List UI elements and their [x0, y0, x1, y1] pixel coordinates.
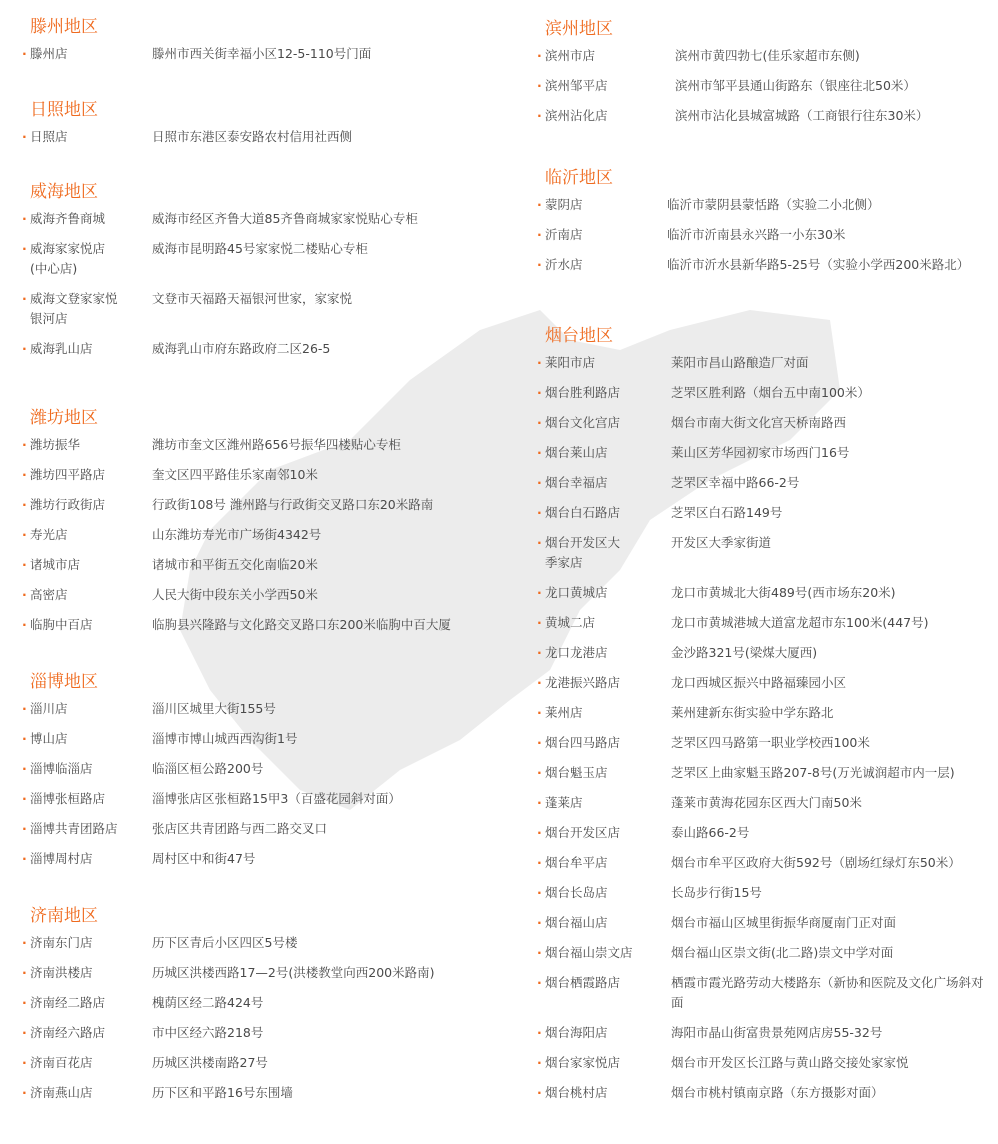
store-name: · 滨州市店 — [545, 48, 596, 63]
store-name: · 烟台文化宫店 — [545, 415, 621, 430]
store-address: 槐荫区经二路424号 — [152, 995, 264, 1010]
store-name: · 潍坊行政街店 — [30, 497, 106, 512]
store-address: 市中区经六路218号 — [152, 1025, 264, 1040]
store-address: 历城区洪楼西路17—2号(洪楼教堂向西200米路南) — [152, 965, 435, 980]
store-address: 海阳市晶山街富贵景苑网店房55-32号 — [671, 1025, 883, 1040]
store-item — [30, 339, 500, 369]
store-name: · 滕州店 — [30, 46, 68, 61]
store-item — [545, 643, 995, 673]
store-name: · 淄博张桓路店 — [30, 791, 106, 806]
store-address: 威海市昆明路45号家家悦二楼贴心专柜 — [152, 241, 368, 256]
store-name: · 烟台开发区大季家店 — [545, 535, 621, 570]
store-address: 莱山区芳华园初家市场西门16号 — [671, 445, 850, 460]
store-item — [30, 993, 500, 1023]
store-address: 临沂市沂南县永兴路一小东30米 — [667, 227, 846, 242]
region-title: 威海地区 — [30, 182, 98, 202]
store-item — [545, 913, 995, 943]
store-name: · 滨州邹平店 — [545, 78, 608, 93]
store-item — [30, 759, 500, 789]
store-address: 行政街108号 潍州路与行政街交叉路口东20米路南 — [152, 497, 434, 512]
store-name: · 烟台栖霞路店 — [545, 975, 621, 990]
store-name: · 威海乳山店 — [30, 341, 93, 356]
store-name: · 烟台白石路店 — [545, 505, 621, 520]
store-address: 历下区青后小区四区5号楼 — [152, 935, 298, 950]
store-item — [545, 703, 995, 733]
store-name: · 寿光店 — [30, 527, 68, 542]
store-item — [545, 225, 995, 255]
store-address: 威海乳山市府东路政府二区26-5 — [152, 341, 331, 356]
store-name: · 烟台胜利路店 — [545, 385, 621, 400]
store-name: · 烟台桃村店 — [545, 1085, 608, 1100]
store-address: 龙口西城区振兴中路福臻园小区 — [671, 675, 847, 690]
store-name: · 沂南店 — [545, 227, 583, 242]
store-name: · 莱州店 — [545, 705, 583, 720]
store-item — [545, 353, 995, 383]
store-address: 芝罘区四马路第一职业学校西100米 — [671, 735, 870, 750]
store-item — [545, 413, 995, 443]
store-item — [30, 127, 500, 157]
store-item — [30, 963, 500, 993]
store-name: · 烟台幸福店 — [545, 475, 608, 490]
store-item — [30, 209, 500, 239]
store-name: · 烟台家家悦店 — [545, 1055, 621, 1070]
store-item — [30, 819, 500, 849]
store-item — [30, 699, 500, 729]
store-name: · 烟台福山崇文店 — [545, 945, 633, 960]
store-item — [545, 823, 995, 853]
region-yantai — [545, 325, 995, 1113]
store-item — [545, 503, 995, 533]
store-item — [545, 255, 995, 285]
store-name: · 烟台牟平店 — [545, 855, 608, 870]
store-address: 芝罘区白石路149号 — [671, 505, 783, 520]
region-binzhou — [545, 18, 995, 136]
store-item — [30, 465, 500, 495]
store-address: 淄博张店区张桓路15甲3（百盛花园斜对面） — [152, 791, 401, 806]
store-item — [30, 435, 500, 465]
store-address: 金沙路321号(梁煤大厦西) — [671, 645, 818, 660]
store-name: · 黄城二店 — [545, 615, 596, 630]
store-name: · 威海文登家家悦银河店 — [30, 291, 118, 326]
store-address: 奎文区四平路佳乐家南邻10米 — [152, 467, 318, 482]
store-name: · 烟台长岛店 — [545, 885, 608, 900]
store-address: 龙口市黄城北大街489号(西市场东20米) — [671, 585, 896, 600]
store-item — [545, 673, 995, 703]
store-item — [30, 1083, 500, 1113]
store-address: 临淄区桓公路200号 — [152, 761, 264, 776]
store-name: · 济南经六路店 — [30, 1025, 106, 1040]
store-address: 滨州市黄四勃七(佳乐家超市东侧) — [675, 48, 860, 63]
store-address: 龙口市黄城港城大道富龙超市东100米(447号) — [671, 615, 929, 630]
store-item — [545, 883, 995, 913]
store-item — [545, 443, 995, 473]
store-address: 临沂市沂水县新华路5-25号（实验小学西200米路北） — [667, 257, 970, 272]
store-item — [545, 1083, 995, 1113]
store-name: · 淄博临淄店 — [30, 761, 93, 776]
store-item — [30, 239, 500, 289]
store-name: · 烟台开发区店 — [545, 825, 621, 840]
store-address: 蓬莱市黄海花园东区西大门南50米 — [671, 795, 862, 810]
store-address: 烟台市南大街文化宫天桥南路西 — [671, 415, 847, 430]
store-name: · 沂水店 — [545, 257, 583, 272]
store-address: 历下区和平路16号东围墙 — [152, 1085, 293, 1100]
store-name: · 龙口龙港店 — [545, 645, 608, 660]
store-item — [545, 943, 995, 973]
store-name: · 博山店 — [30, 731, 68, 746]
store-address: 泰山路66-2号 — [671, 825, 750, 840]
store-address: 潍坊市奎文区潍州路656号振华四楼贴心专柜 — [152, 437, 401, 452]
store-item — [30, 44, 500, 74]
store-item — [545, 973, 995, 1023]
store-item — [545, 533, 995, 583]
store-item — [545, 763, 995, 793]
store-name: · 日照店 — [30, 129, 68, 144]
store-address: 烟台市福山区城里街振华商厦南门正对面 — [671, 915, 897, 930]
store-address: 人民大街中段东关小学西50米 — [152, 587, 318, 602]
store-item — [545, 1023, 995, 1053]
store-item — [30, 495, 500, 525]
store-item — [30, 1053, 500, 1083]
region-title: 济南地区 — [30, 906, 98, 926]
store-address: 临沂市蒙阴县蒙恬路（实验二小北侧） — [667, 197, 880, 212]
store-name: · 威海家家悦店(中心店) — [30, 241, 106, 276]
store-name: · 淄川店 — [30, 701, 68, 716]
store-address: 日照市东港区泰安路农村信用社西侧 — [152, 129, 353, 144]
store-name: · 济南燕山店 — [30, 1085, 93, 1100]
store-item — [545, 733, 995, 763]
store-address: 芝罘区幸福中路66-2号 — [671, 475, 800, 490]
region-linyi — [545, 167, 995, 285]
store-name: · 烟台福山店 — [545, 915, 608, 930]
store-name: · 济南东门店 — [30, 935, 93, 950]
store-name: · 龙港振兴路店 — [545, 675, 621, 690]
store-name: · 烟台莱山店 — [545, 445, 608, 460]
store-name: · 诸城市店 — [30, 557, 81, 572]
store-address: 芝罘区胜利路（烟台五中南100米） — [671, 385, 870, 400]
store-address: 开发区大季家街道 — [671, 535, 772, 550]
store-address: 滕州市西关街幸福小区12-5-110号门面 — [152, 46, 372, 61]
store-address: 文登市天福路天福银河世家，家家悦 — [152, 291, 353, 306]
store-item — [30, 933, 500, 963]
store-address: 烟台福山区崇文街(北二路)崇文中学对面 — [671, 945, 894, 960]
store-address: 历城区洪楼南路27号 — [152, 1055, 268, 1070]
store-address: 芝罘区上曲家魁玉路207-8号(万光诚润超市内一层) — [671, 765, 955, 780]
store-item — [545, 613, 995, 643]
region-title: 滨州地区 — [545, 19, 613, 39]
store-address: 威海市经区齐鲁大道85齐鲁商城家家悦贴心专柜 — [152, 211, 418, 226]
store-address: 烟台市开发区长江路与黄山路交接处家家悦 — [671, 1055, 909, 1070]
store-name: · 潍坊振华 — [30, 437, 81, 452]
store-item — [545, 583, 995, 613]
store-address: 滨州市邹平县通山街路东（银座往北50米） — [675, 78, 916, 93]
store-item — [545, 383, 995, 413]
store-item — [545, 473, 995, 503]
store-address: 临朐县兴隆路与文化路交叉路口东200米临朐中百大厦 — [152, 617, 451, 632]
store-name: · 济南洪楼店 — [30, 965, 93, 980]
region-title: 临沂地区 — [545, 168, 613, 188]
store-address: 诸城市和平街五交化南临20米 — [152, 557, 318, 572]
region-title: 潍坊地区 — [30, 408, 98, 428]
store-name: · 淄博周村店 — [30, 851, 93, 866]
store-item — [30, 289, 500, 339]
store-address: 烟台市牟平区政府大街592号（剧场红绿灯东50米） — [671, 855, 961, 870]
store-item — [545, 106, 995, 136]
store-name: · 滨州沾化店 — [545, 108, 608, 123]
region-title: 淄博地区 — [30, 672, 98, 692]
region-title: 烟台地区 — [545, 326, 613, 346]
store-address: 长岛步行街15号 — [671, 885, 762, 900]
store-name: · 烟台魁玉店 — [545, 765, 608, 780]
store-item — [30, 525, 500, 555]
store-item — [30, 615, 500, 645]
store-name: · 蒙阴店 — [545, 197, 583, 212]
store-address: 淄川区城里大街155号 — [152, 701, 276, 716]
store-item — [30, 789, 500, 819]
store-name: · 济南经二路店 — [30, 995, 106, 1010]
store-name: · 龙口黄城店 — [545, 585, 608, 600]
store-name: · 莱阳市店 — [545, 355, 596, 370]
store-item — [545, 853, 995, 883]
region-zibo — [30, 671, 500, 879]
store-address: 山东潍坊寿光市广场街4342号 — [152, 527, 322, 542]
store-name: · 临朐中百店 — [30, 617, 93, 632]
store-item — [545, 195, 995, 225]
region-rizhao — [30, 99, 500, 157]
store-address: 张店区共青团路与西二路交叉口 — [152, 821, 328, 836]
region-tengzhou — [30, 16, 500, 74]
region-title: 滕州地区 — [30, 17, 98, 37]
store-item — [30, 1023, 500, 1053]
store-address: 烟台市桃村镇南京路（东方摄影对面） — [671, 1085, 884, 1100]
store-item — [30, 729, 500, 759]
store-name: · 潍坊四平路店 — [30, 467, 106, 482]
store-item — [30, 849, 500, 879]
store-address: 莱州建新东街实验中学东路北 — [671, 705, 834, 720]
region-jinan — [30, 905, 500, 1113]
region-weihai — [30, 181, 500, 369]
store-name: · 威海齐鲁商城 — [30, 211, 106, 226]
store-item — [30, 555, 500, 585]
store-name: · 淄博共青团路店 — [30, 821, 118, 836]
store-item — [545, 793, 995, 823]
store-address: 滨州市沾化县城富城路（工商银行往东30米） — [675, 108, 929, 123]
store-item — [30, 585, 500, 615]
region-title: 日照地区 — [30, 100, 98, 120]
store-item — [545, 1053, 995, 1083]
store-address: 莱阳市昌山路酿造厂对面 — [671, 355, 809, 370]
store-name: · 济南百花店 — [30, 1055, 93, 1070]
store-address: 周村区中和街47号 — [152, 851, 256, 866]
store-address: 淄博市博山城西西沟街1号 — [152, 731, 298, 746]
store-name: · 烟台海阳店 — [545, 1025, 608, 1040]
region-weifang — [30, 407, 500, 645]
store-item — [545, 46, 995, 76]
store-address: 栖霞市霞光路劳动大楼路东（新协和医院及文化广场斜对面 — [671, 975, 984, 1010]
store-name: · 高密店 — [30, 587, 68, 602]
store-item — [545, 76, 995, 106]
store-name: · 蓬莱店 — [545, 795, 583, 810]
store-name: · 烟台四马路店 — [545, 735, 621, 750]
